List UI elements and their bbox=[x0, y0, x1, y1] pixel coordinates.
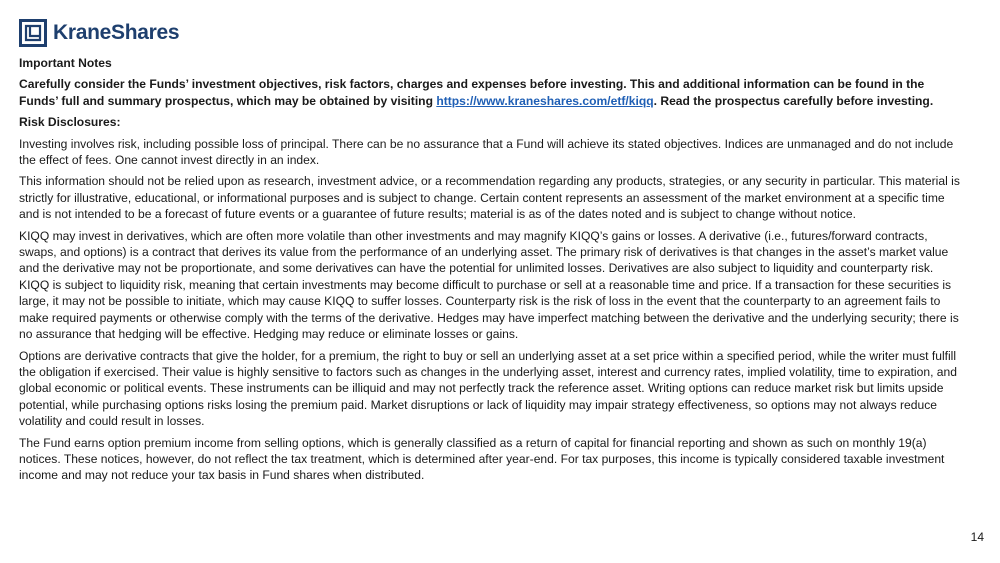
risk-paragraph-options: Options are derivative contracts that give the holder, for a premium, the right to buy or sell an underlying asset at a set price within a specified period, while the writer must fulfill the obligation if exercised. Their value is highly sensitive to factors such as changes in the underlying asset, interest and currency rates, implied volatility, time to expiration, and global economic or political events. These instruments can be illiquid and may not perfectly track the reference asset. Writing options can reduce market risk but limits upside potential, while purchasing options risks losing the premium paid. Market disruptions or lack of liquidity may impair strategy effectiveness, so options may not always reduce volatility and could result in losses. bbox=[19, 348, 957, 429]
kraneshares-logo bbox=[19, 19, 179, 47]
risk-paragraph-derivatives: KIQQ may invest in derivatives, which are often more volatile than other investments and may magnify KIQQ’s gains or losses. A derivative (i.e., futures/forward contracts, swaps, and options) is a contract that derives its value from the performance of an underlying asset. The primary risk of derivatives is that changes in the asset’s market value and the derivative may not be proportionate, and some derivatives can have the potential for unlimited losses. Derivatives are also subject to liquidity and counterparty risk. KIQQ is subject to liquidity risk, meaning that certain investments may become difficult to purchase or sell at a reasonable time and price. If a transaction for these securities is large, it may not be possible to initiate, which may cause KIQQ to suffer losses. Counterparty risk is the risk of loss in the event that the counterparty to an agreement fails to make required payments or otherwise comply with the terms of the derivative. Hedges may have imperfect matching between the derivative and the underlying security; there is no assurance that hedging will be effective. Hedging may reduce or eliminate losses or gains. bbox=[19, 228, 959, 342]
prospectus-notice-text: Carefully consider the Funds’ investment objectives, risk factors, charges and expenses before investing. This and additional information can be found in the Funds’ full and summary prospectus, which may be obtained by visiting bbox=[19, 77, 925, 108]
brand-name: KraneShares bbox=[53, 21, 180, 44]
risk-paragraph-general: Investing involves risk, including possible loss of principal. There can be no assurance that a Fund will achieve its stated objectives. Indices are unmanaged and do not include the effect of fees. One cannot invest directly in an index. bbox=[19, 136, 954, 168]
prospectus-notice bbox=[19, 76, 964, 109]
important-notes-heading: Important Notes bbox=[19, 56, 112, 70]
risk-disclosures-heading: Risk Disclosures: bbox=[19, 115, 121, 130]
risk-paragraph-tax: The Fund earns option premium income from selling options, which is generally classified as a return of capital for financial reporting and shown as such on monthly 19(a) notices. These notices, however, do not reflect the tax treatment, which is determined after year-end. For tax purposes, this income is typically considered taxable investment income and may not reduce your tax basis in Fund shares when distributed. bbox=[19, 435, 945, 483]
disclosure-content bbox=[19, 55, 964, 489]
prospectus-link[interactable]: https://www.kraneshares.com/etf/kiqq bbox=[436, 93, 654, 108]
prospectus-notice-tail: . Read the prospectus carefully before investing. bbox=[653, 93, 934, 108]
page-number: 14 bbox=[970, 530, 984, 544]
kraneshares-logo-icon bbox=[19, 19, 47, 47]
risk-paragraph-not-advice: This information should not be relied upon as research, investment advice, or a recommendation regarding any products, strategies, or any security in particular. This material is strictly for illustrative, educational, or informational purposes and is subject to change. Certain content represents an assessment of the market environment at a specific time and is not intended to be a forecast of future events or a guarantee of future results; material is as of the dates noted and is subject to change without notice. bbox=[19, 174, 960, 222]
